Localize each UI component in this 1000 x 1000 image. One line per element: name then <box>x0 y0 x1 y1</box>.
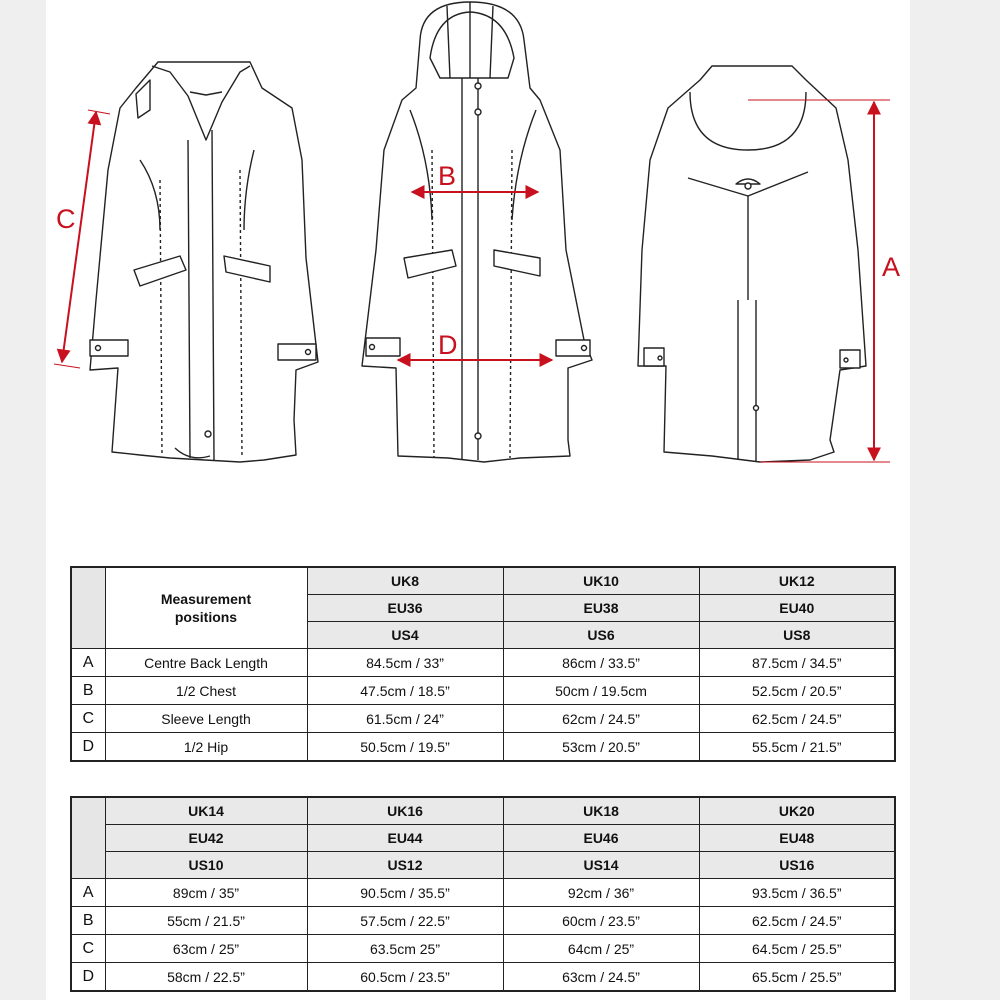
measurement-value: 64.5cm / 25.5” <box>699 935 895 963</box>
measurement-name: 1/2 Hip <box>105 733 307 762</box>
uk-size: UK8 <box>307 567 503 595</box>
eu-size: EU46 <box>503 825 699 852</box>
eu-size: EU40 <box>699 595 895 622</box>
measurement-value: 63cm / 25” <box>105 935 307 963</box>
measurement-value: 93.5cm / 36.5” <box>699 879 895 907</box>
measurement-positions-header: Measurement positions <box>105 567 307 649</box>
uk-size: UK10 <box>503 567 699 595</box>
table-row <box>71 935 895 963</box>
measurement-value: 55.5cm / 21.5” <box>699 733 895 762</box>
eu-size: EU44 <box>307 825 503 852</box>
measurement-value: 55cm / 21.5” <box>105 907 307 935</box>
measurement-value: 53cm / 20.5” <box>503 733 699 762</box>
measurement-value: 58cm / 22.5” <box>105 963 307 992</box>
measurement-value: 60.5cm / 23.5” <box>307 963 503 992</box>
measurement-value: 63.5cm 25” <box>307 935 503 963</box>
measurement-value: 84.5cm / 33” <box>307 649 503 677</box>
row-letter: D <box>71 733 105 762</box>
measurement-value: 90.5cm / 35.5” <box>307 879 503 907</box>
us-size: US14 <box>503 852 699 879</box>
header-blank-cell <box>71 797 105 879</box>
us-size: US12 <box>307 852 503 879</box>
measurement-value: 60cm / 23.5” <box>503 907 699 935</box>
table-row <box>71 733 895 762</box>
uk-size: UK14 <box>105 797 307 825</box>
label-c: C <box>56 204 76 234</box>
measurement-value: 63cm / 24.5” <box>503 963 699 992</box>
measurement-value: 86cm / 33.5” <box>503 649 699 677</box>
us-size: US8 <box>699 622 895 649</box>
us-size: US10 <box>105 852 307 879</box>
measurement-value: 57.5cm / 22.5” <box>307 907 503 935</box>
coat-technical-drawing <box>0 0 1000 480</box>
uk-size: UK20 <box>699 797 895 825</box>
measurement-value: 52.5cm / 20.5” <box>699 677 895 705</box>
eu-size: EU38 <box>503 595 699 622</box>
measurement-value: 62cm / 24.5” <box>503 705 699 733</box>
uk-size: UK18 <box>503 797 699 825</box>
table-row <box>71 677 895 705</box>
us-size: US4 <box>307 622 503 649</box>
row-letter: B <box>71 907 105 935</box>
measurement-value: 47.5cm / 18.5” <box>307 677 503 705</box>
measurement-value: 62.5cm / 24.5” <box>699 705 895 733</box>
us-size: US16 <box>699 852 895 879</box>
measurement-value: 92cm / 36” <box>503 879 699 907</box>
measurement-value: 64cm / 25” <box>503 935 699 963</box>
measurement-value: 61.5cm / 24” <box>307 705 503 733</box>
measurement-value: 62.5cm / 24.5” <box>699 907 895 935</box>
size-table-2 <box>70 796 896 992</box>
table-row <box>71 963 895 992</box>
measurement-value: 50.5cm / 19.5” <box>307 733 503 762</box>
table-row <box>71 879 895 907</box>
uk-size: UK16 <box>307 797 503 825</box>
eu-size: EU36 <box>307 595 503 622</box>
eu-size: EU48 <box>699 825 895 852</box>
row-letter: A <box>71 649 105 677</box>
table-row <box>71 649 895 677</box>
table-row <box>71 705 895 733</box>
row-letter: C <box>71 935 105 963</box>
row-letter: D <box>71 963 105 992</box>
label-a: A <box>882 252 901 282</box>
coat-back-view <box>638 66 866 462</box>
label-d: D <box>438 330 458 360</box>
coat-front-view <box>362 2 592 462</box>
row-letter: A <box>71 879 105 907</box>
measurement-value: 89cm / 35” <box>105 879 307 907</box>
header-blank-cell <box>71 567 105 649</box>
uk-size: UK12 <box>699 567 895 595</box>
measurement-value: 50cm / 19.5cm <box>503 677 699 705</box>
measurement-name: Centre Back Length <box>105 649 307 677</box>
eu-size: EU42 <box>105 825 307 852</box>
row-letter: C <box>71 705 105 733</box>
coat-side-view <box>90 62 318 462</box>
measurement-name: 1/2 Chest <box>105 677 307 705</box>
us-size: US6 <box>503 622 699 649</box>
measurement-value: 65.5cm / 25.5” <box>699 963 895 992</box>
row-letter: B <box>71 677 105 705</box>
measurement-value: 87.5cm / 34.5” <box>699 649 895 677</box>
label-b: B <box>438 161 457 191</box>
measurement-name: Sleeve Length <box>105 705 307 733</box>
table-row <box>71 907 895 935</box>
size-table-1 <box>70 566 896 762</box>
